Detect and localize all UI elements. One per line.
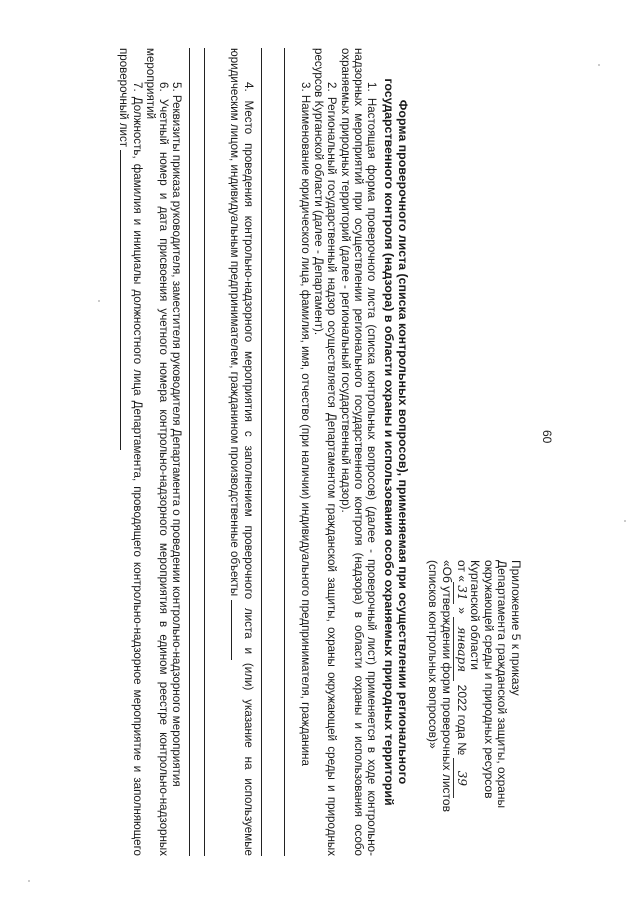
paragraph-3	[299, 48, 312, 856]
paragraph-6: 6. Учетный номер и дата присвоения учетного номера контрольно-надзорного мероприятия в едином реестре контрольно-надзорных мероприятий	[143, 48, 171, 856]
paragraph-3-text: 3. Наименование юридического лица, фамилия, имя, отчество (при наличии) индивидуального предпринимателя, гражданина	[298, 82, 312, 766]
blank-space	[285, 48, 299, 856]
paragraph-1: 1. Настоящая форма проверочного листа (списка контрольных вопросов) (далее - проверочный лист) применяется в ходе контрольно-надзорных мероприятий при осуществлении регионального государственного контроля (надзора) в области охраны и использования особо охраняемых природных территорий (далее - региональный государственный надзор).	[338, 48, 378, 856]
paragraph-2: 2. Региональный государственный надзор осуществляется Департаментом гражданской защиты, охраны окружающей среды и природных ресурсов Курганской области (далее - Департамент).	[312, 48, 339, 856]
fill-in-line	[261, 48, 262, 856]
paragraph-4	[227, 48, 254, 856]
fill-in-line	[204, 48, 205, 856]
appendix-line: «Об утверждении форм проверочных листов	[440, 560, 455, 812]
appendix-line: окружающей среды и природных ресурсов	[481, 560, 496, 799]
scan-speck	[624, 520, 626, 522]
fill-in-line	[189, 48, 190, 856]
paragraph-5: 5. Реквизиты приказа руководителя, заместителя руководителя Департамента о проведении контрольно-надзорного мероприятия	[170, 82, 184, 787]
blank-space	[190, 48, 204, 856]
date-year: 2022 года №	[454, 684, 469, 756]
date-mid: »	[454, 607, 469, 614]
fill-in-line	[231, 600, 242, 660]
form-body	[116, 48, 378, 856]
appendix-header	[426, 560, 522, 890]
paragraph-7-text: 7. Должность, фамилия и инициалы должностного лица Департамента, проводящего контрольно-надзорное мероприятие и заполняющего проверочный лист	[116, 48, 144, 856]
date-prefix: от «	[454, 560, 469, 582]
page-number: 60	[540, 430, 554, 444]
form-title: Форма проверочного листа (списка контрольных вопросов), применяемая при осуществлении регионального государственного контроля (надзора) в области охраны и использования особо охраняемых природных территорий	[382, 78, 410, 806]
appendix-line: Приложение 5 к приказу	[509, 560, 523, 696]
blank-space	[262, 48, 284, 856]
scan-speck	[28, 880, 30, 882]
blank-space	[205, 48, 227, 856]
scan-speck	[598, 64, 600, 66]
appendix-line: (списков контрольных вопросов)»	[426, 560, 441, 749]
appendix-date-line	[453, 560, 468, 890]
handwritten-day: 31	[453, 582, 468, 604]
fill-in-line	[284, 48, 285, 856]
scan-speck	[98, 300, 100, 302]
handwritten-order-number: 39	[453, 758, 468, 798]
paragraph-4-text: 4. Место проведения контрольно-надзорного мероприятия с заполнением проверочного листа и (или) указание на используемые юридическим лицом, индивидуальным предпринимателем, гражданином производственные объекты	[227, 48, 255, 856]
handwritten-month: января	[453, 617, 468, 681]
appendix-line: Департамента гражданской защиты, охраны	[495, 560, 510, 809]
paragraph-7	[116, 48, 143, 856]
appendix-line: Курганской области	[468, 560, 483, 670]
fill-in-line	[120, 150, 131, 450]
